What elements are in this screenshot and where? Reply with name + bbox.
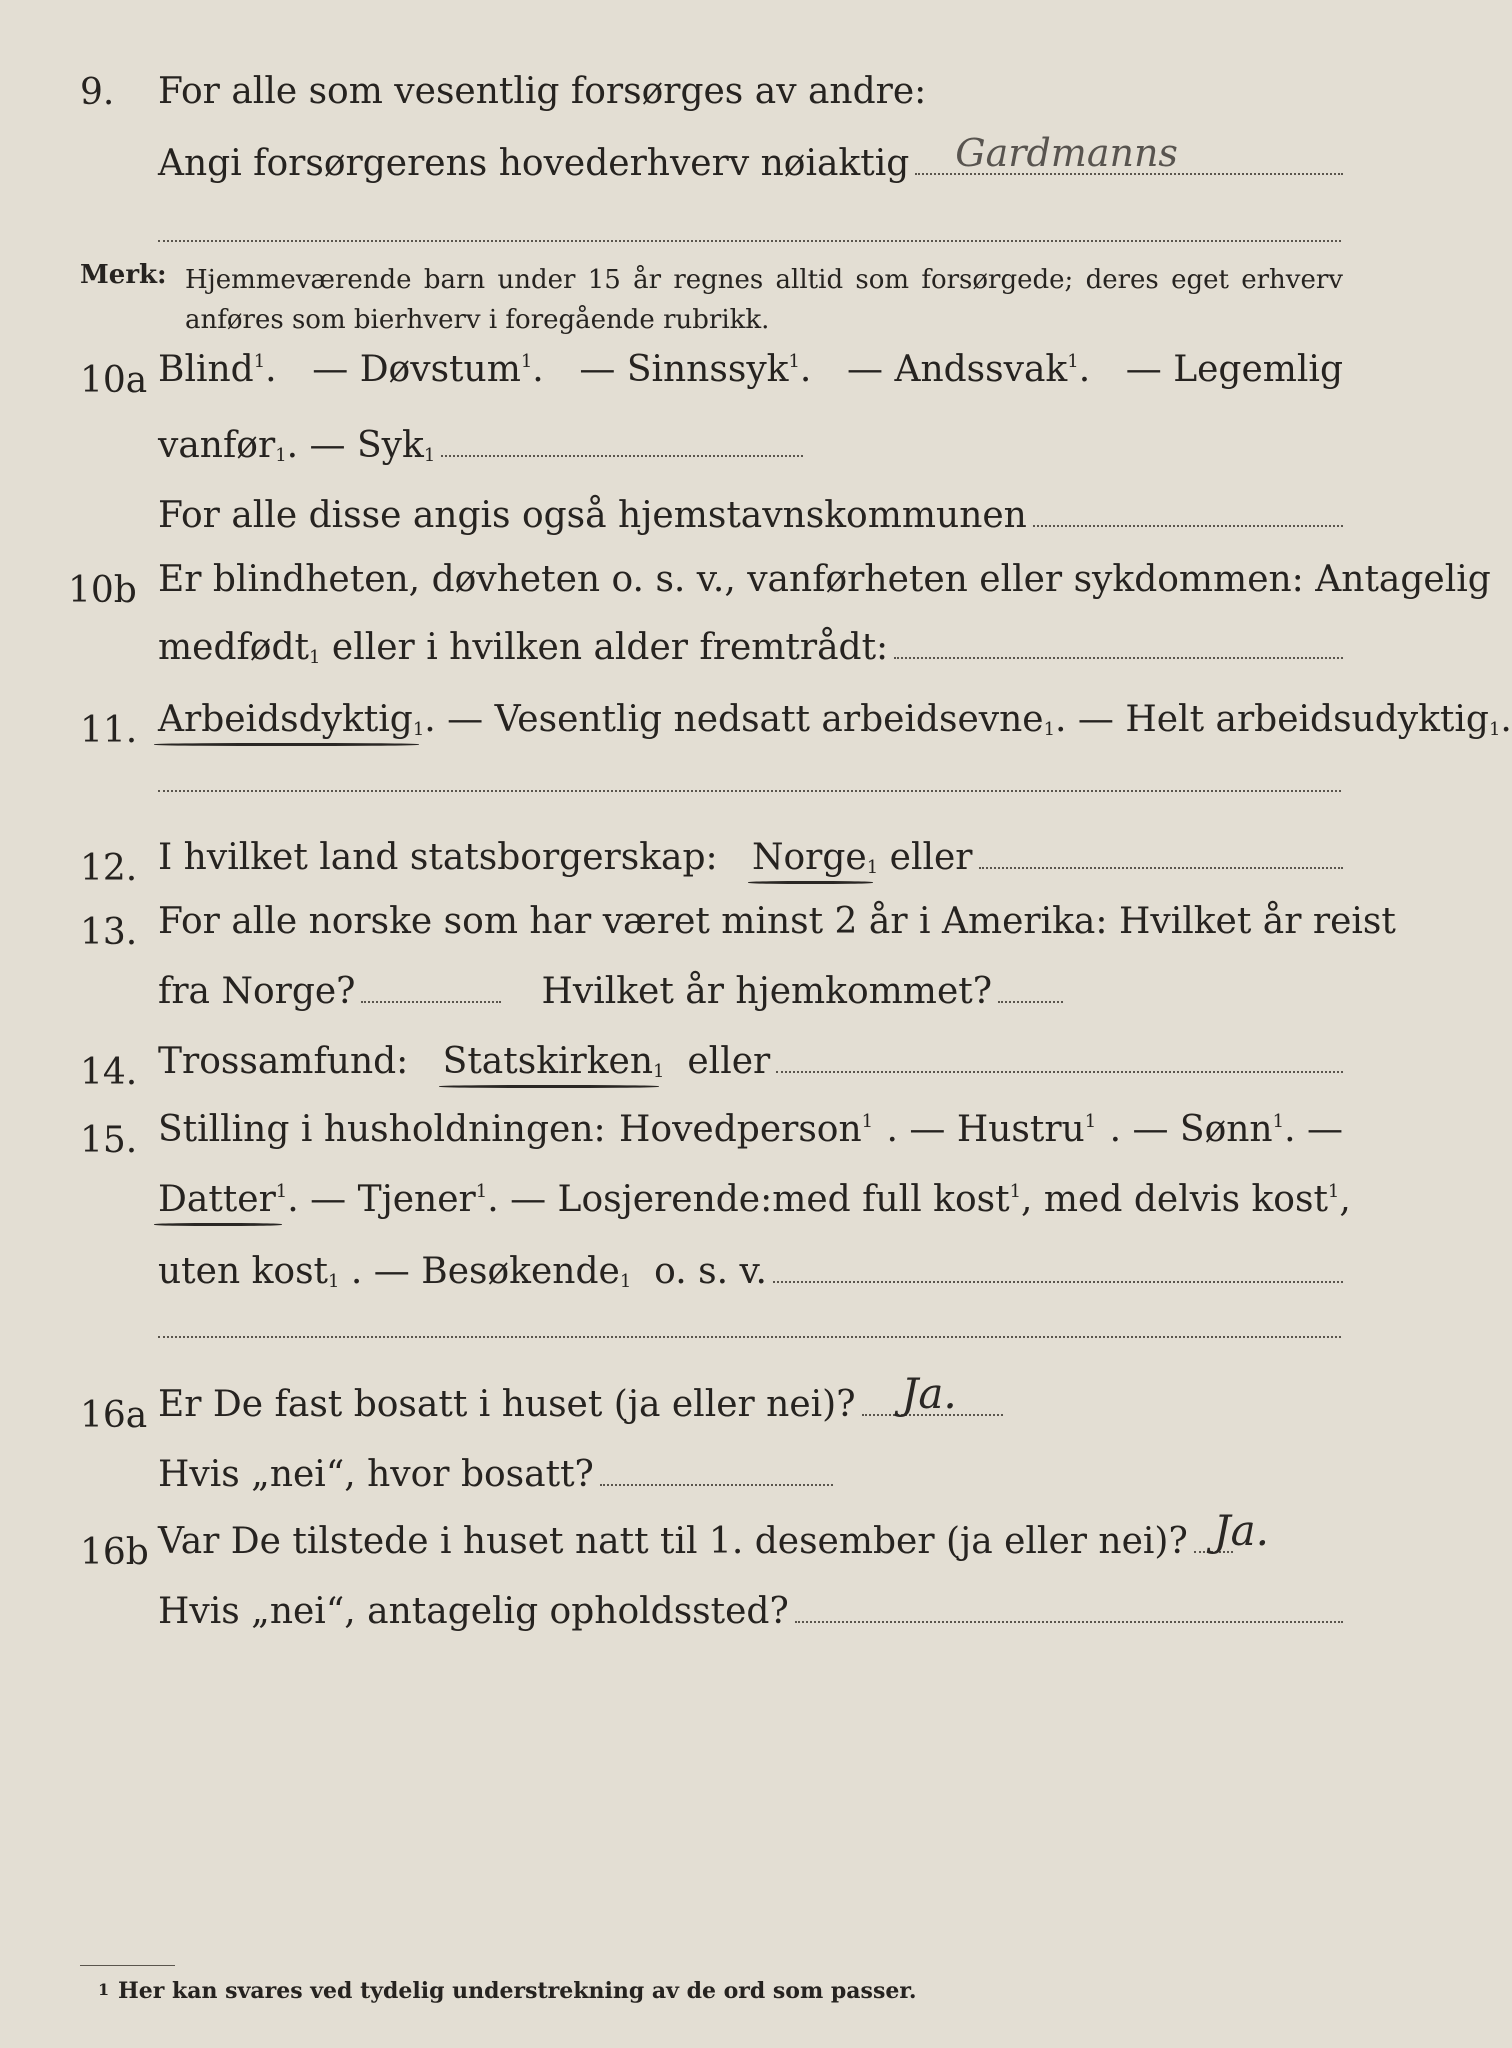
answer-field[interactable] xyxy=(1194,1506,1269,1555)
option-uten-kost[interactable]: uten kost xyxy=(158,1251,329,1292)
question-line xyxy=(158,1032,1343,1082)
note-text: Hjemmeværende barn under 15 år regnes alltid som forsørgede; deres eget erhverv anføres som bierhverv i foregående rubrikk. xyxy=(185,265,1343,335)
question-number: 14. xyxy=(80,1052,138,1093)
question-line: Arbeidsdyktig $_1$ . — Vesentlig nedsatt arbeidsevne $_1$ . — Helt arbeidsudyktig $_1$ . xyxy=(158,699,1512,740)
footnote-divider xyxy=(80,1965,175,1966)
footnote-ref: 1 xyxy=(1272,1111,1285,1132)
question-text: o. s. v. xyxy=(654,1251,767,1292)
question-number: 16b xyxy=(80,1532,149,1573)
answer-field[interactable] xyxy=(894,657,1343,659)
footnote-ref: 1 xyxy=(412,719,425,740)
separator: . — xyxy=(1284,1109,1343,1150)
question-line: vanfør $_1$ . — Syk $_1$ xyxy=(158,416,803,466)
footnote-ref: 1 xyxy=(520,351,533,372)
option-tjener[interactable]: . — Tjener xyxy=(287,1179,476,1220)
answer-field[interactable] xyxy=(979,867,1344,869)
answer-field[interactable] xyxy=(915,131,1343,175)
question-line xyxy=(158,1100,1343,1150)
handwritten-answer: Gardmanns xyxy=(955,131,1178,175)
question-line xyxy=(158,1242,1343,1292)
option-delvis-kost[interactable]: , med delvis kost xyxy=(1021,1179,1328,1220)
footnote-ref: 1 xyxy=(1084,1111,1097,1132)
question-line xyxy=(158,618,1343,668)
question-number: 9. xyxy=(80,72,115,113)
option-andssvak[interactable]: — Andssvak xyxy=(847,349,1068,390)
handwritten-answer: Ja. xyxy=(1213,1506,1269,1555)
question-number: 10a xyxy=(80,360,148,401)
option-sonn[interactable]: . — Sønn xyxy=(1109,1109,1273,1150)
answer-field[interactable] xyxy=(795,1621,1343,1623)
option-medfodt[interactable]: medfødt xyxy=(158,627,309,668)
footnote-ref: 1 xyxy=(861,1111,874,1132)
question-text: For alle som vesentlig forsørges av andre: xyxy=(158,71,927,112)
question-text: Trossamfund: xyxy=(158,1041,409,1082)
option-hovedperson[interactable]: Hovedperson xyxy=(619,1109,862,1150)
option-sinnssyk[interactable]: — Sinnssyk xyxy=(579,349,789,390)
footnote-ref: 1 xyxy=(1067,351,1079,372)
option-vanfor[interactable]: vanfør xyxy=(158,425,276,466)
footnote-ref: 1 xyxy=(1327,1181,1340,1202)
question-text: I hvilket land statsborgerskap: xyxy=(158,837,718,878)
question-text: eller i hvilken alder fremtrådt: xyxy=(331,627,889,668)
footnote xyxy=(98,1978,917,2004)
footnote-ref: 1 xyxy=(1488,719,1501,740)
footnote-ref: 1 xyxy=(653,1061,665,1082)
question-line xyxy=(158,1445,833,1495)
footnote-ref: 1 xyxy=(253,351,266,372)
option-eller: eller xyxy=(889,837,973,878)
question-line xyxy=(158,1369,1003,1425)
option-legemlig[interactable]: — Legemlig xyxy=(1125,349,1343,390)
answer-field[interactable] xyxy=(600,1484,833,1486)
option-norge[interactable]: Norge xyxy=(752,837,867,878)
footnote-ref: 1 xyxy=(328,1271,340,1292)
option-syk[interactable]: — Syk xyxy=(309,425,424,466)
option-dovstum[interactable]: — Døvstum xyxy=(312,349,521,390)
question-text: For alle norske som har været minst 2 år i Amerika: Hvilket år reist xyxy=(158,901,1396,942)
question-line xyxy=(158,962,1063,1012)
question-text: Hvis „nei“, hvor bosatt? xyxy=(158,1454,594,1495)
option-eller: eller xyxy=(687,1041,771,1082)
question-text: Stilling i husholdningen: xyxy=(158,1109,606,1150)
footnote-ref: 1 xyxy=(275,1181,288,1202)
footnote-text: Her kan svares ved tydelig understrekning av de ord som passer. xyxy=(118,1978,917,2004)
footnote-ref: 1 xyxy=(1009,1181,1022,1202)
question-number: 16a xyxy=(80,1395,148,1436)
question-line xyxy=(158,1506,1269,1562)
answer-field[interactable] xyxy=(1033,525,1343,527)
question-text: Hvilket år hjemkommet? xyxy=(541,971,993,1012)
question-line xyxy=(158,828,1343,878)
answer-field[interactable] xyxy=(441,455,803,457)
option-hustru[interactable]: . — Hustru xyxy=(886,1109,1085,1150)
footnote-ref: 1 xyxy=(619,1271,632,1292)
question-text: Hvis „nei“, antagelig opholdssted? xyxy=(158,1591,789,1632)
question-text: For alle disse angis også hjemstavnskommunen xyxy=(158,495,1027,536)
footnote-ref: 1 xyxy=(866,857,879,878)
blank-answer-line[interactable] xyxy=(158,1336,1341,1338)
blank-answer-line[interactable] xyxy=(158,240,1341,242)
answer-field[interactable] xyxy=(862,1369,1003,1418)
handwritten-answer: Ja. xyxy=(901,1369,957,1418)
option-losjerende: . — Losjerende: xyxy=(487,1179,773,1220)
option-arbeidsudyktig[interactable]: . — Helt arbeidsudyktig xyxy=(1055,699,1489,740)
footnote-ref: 1 xyxy=(1043,719,1056,740)
footnote-ref: 1 xyxy=(423,445,436,466)
option-full-kost[interactable]: med full kost xyxy=(772,1179,1010,1220)
question-text: Angi forsørgerens hovederhverv nøiaktig xyxy=(158,143,910,184)
question-text: Er De fast bosatt i huset (ja eller nei)? xyxy=(158,1384,856,1425)
question-line: Blind$^1$. — Døvstum$^1$. — Sinnssyk$^1$. — Andssvak$^1$. — Legemlig xyxy=(158,349,1343,390)
option-statskirken[interactable]: Statskirken xyxy=(442,1041,654,1082)
footnote-mark: 1 xyxy=(98,1980,110,1999)
question-line xyxy=(158,1582,1343,1632)
question-line xyxy=(158,486,1343,536)
footnote-ref: 1 xyxy=(309,647,321,668)
answer-field[interactable] xyxy=(776,1071,1343,1073)
option-blind[interactable]: Blind xyxy=(158,349,254,390)
option-datter[interactable]: Datter xyxy=(158,1179,276,1220)
question-number: 10b xyxy=(68,570,137,611)
answer-field[interactable] xyxy=(361,1001,501,1003)
option-besokende[interactable]: . — Besøkende xyxy=(350,1251,620,1292)
blank-answer-line[interactable] xyxy=(158,790,1341,792)
question-number: 12. xyxy=(80,848,138,889)
option-nedsatt-arbeidsevne[interactable]: . — Vesentlig nedsatt arbeidsevne xyxy=(424,699,1044,740)
question-number: 13. xyxy=(80,912,138,953)
footnote-ref: 1 xyxy=(475,1181,488,1202)
answer-field[interactable] xyxy=(998,1001,1063,1003)
question-line xyxy=(158,131,1343,184)
answer-field[interactable] xyxy=(773,1281,1343,1283)
question-text: fra Norge? xyxy=(158,971,356,1012)
question-number: 11. xyxy=(80,710,138,751)
footnote-ref: 1 xyxy=(788,351,800,372)
question-number: 15. xyxy=(80,1120,138,1161)
question-text: Er blindheten, døvheten o. s. v., vanførheten eller sykdommen: Antagelig xyxy=(158,559,1491,600)
note-label: Merk: xyxy=(80,260,167,290)
question-line: Datter$^1$ . — Tjener$^1$ . — Losjerende: med full kost$^1$, med delvis kost$^1$, xyxy=(158,1179,1351,1220)
question-text: Var De tilstede i huset natt til 1. desember (ja eller nei)? xyxy=(158,1521,1188,1562)
footnote-ref: 1 xyxy=(275,445,287,466)
option-arbeidsdyktig[interactable]: Arbeidsdyktig xyxy=(158,699,413,740)
